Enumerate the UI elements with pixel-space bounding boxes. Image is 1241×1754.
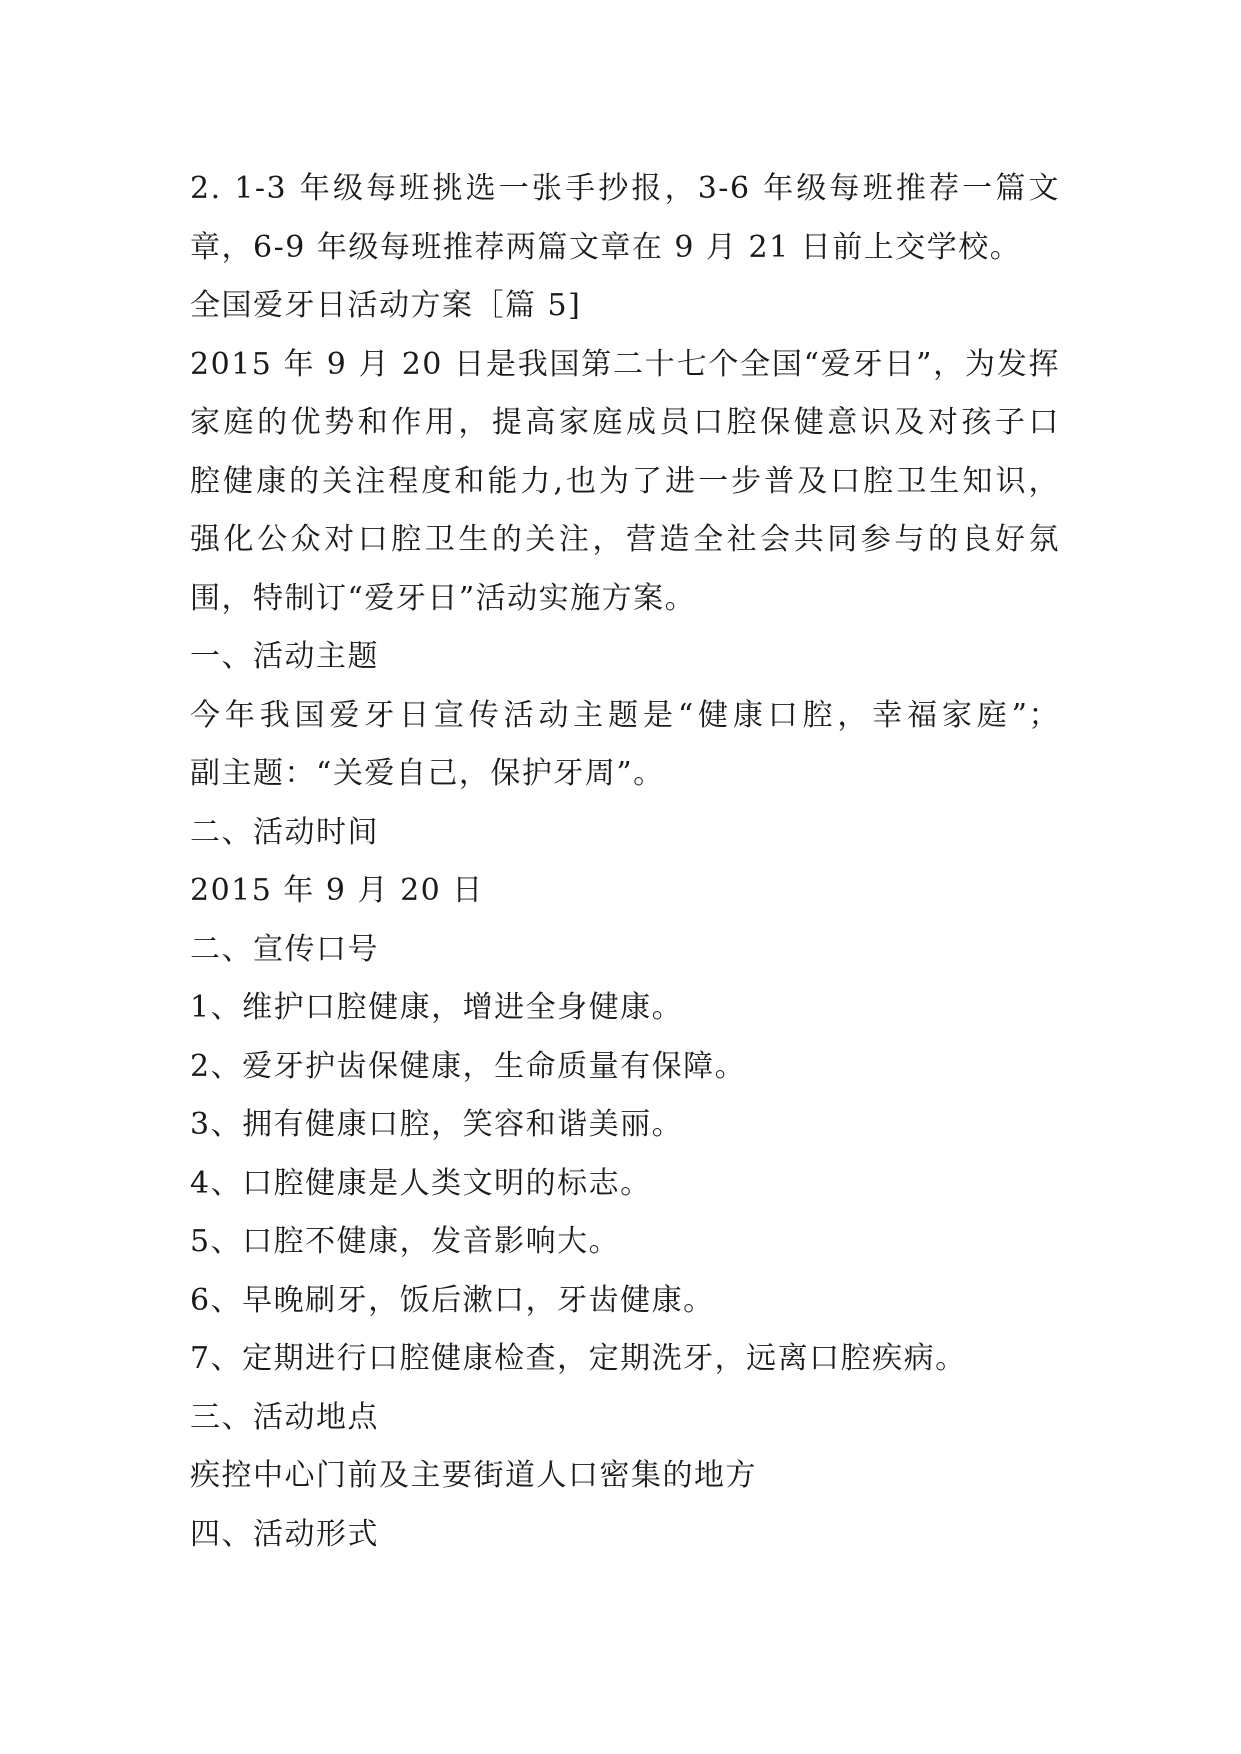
heading-slogans: 二、宣传口号 xyxy=(190,931,379,967)
heading-activity-format: 四、活动形式 xyxy=(190,1516,379,1552)
heading-activity-location: 三、活动地点 xyxy=(190,1399,379,1435)
text-line-4: 2015 年 9 月 20 日是我国第二十七个全国“爱牙日”，为发挥 xyxy=(190,346,1060,382)
slogan-item: 5、口腔不健康，发音影响大。 xyxy=(190,1224,621,1259)
text-line-10: 今年我国爱牙日宣传活动主题是“健康口腔，幸福家庭”； xyxy=(190,697,1060,733)
text-line-1: 2. 1-3 年级每班挑选一张手抄报，3-6 年级每班推荐一篇文 xyxy=(190,171,1060,206)
slogan-item: 7、定期进行口腔健康检查，定期洗牙，远离口腔疾病。 xyxy=(190,1341,967,1376)
slogan-item: 2、爱牙护齿保健康，生命质量有保障。 xyxy=(190,1048,747,1084)
slogan-item: 1、维护口腔健康，增进全身健康。 xyxy=(190,990,684,1025)
text-line-11: 副主题：“关爱自己，保护牙周”。 xyxy=(190,756,665,791)
text-line-8: 围，特制订“爱牙日”活动实施方案。 xyxy=(190,580,697,616)
heading-activity-time: 二、活动时间 xyxy=(190,814,379,850)
slogan-item: 6、早晚刷牙，饭后漱口，牙齿健康。 xyxy=(190,1282,715,1318)
text-line-2: 章，6-9 年级每班推荐两篇文章在 9 月 21 日前上交学校。 xyxy=(190,229,1022,265)
section-title-plan-5: 全国爱牙日活动方案［篇 5] xyxy=(190,288,582,323)
heading-activity-theme: 一、活动主题 xyxy=(190,639,379,674)
document-body xyxy=(190,160,1060,1564)
slogan-item: 4、口腔健康是人类文明的标志。 xyxy=(190,1165,652,1201)
text-line-7: 强化公众对口腔卫生的关注，营造全社会共同参与的良好氛 xyxy=(190,522,1060,557)
activity-location: 疾控中心门前及主要街道人口密集的地方 xyxy=(190,1458,757,1493)
text-line-6: 腔健康的关注程度和能力,也为了进一步普及口腔卫生知识， xyxy=(190,463,1060,499)
text-line-5: 家庭的优势和作用，提高家庭成员口腔保健意识及对孩子口 xyxy=(190,405,1060,440)
slogan-item: 3、拥有健康口腔，笑容和谐美丽。 xyxy=(190,1107,684,1142)
activity-date: 2015 年 9 月 20 日 xyxy=(190,873,484,908)
